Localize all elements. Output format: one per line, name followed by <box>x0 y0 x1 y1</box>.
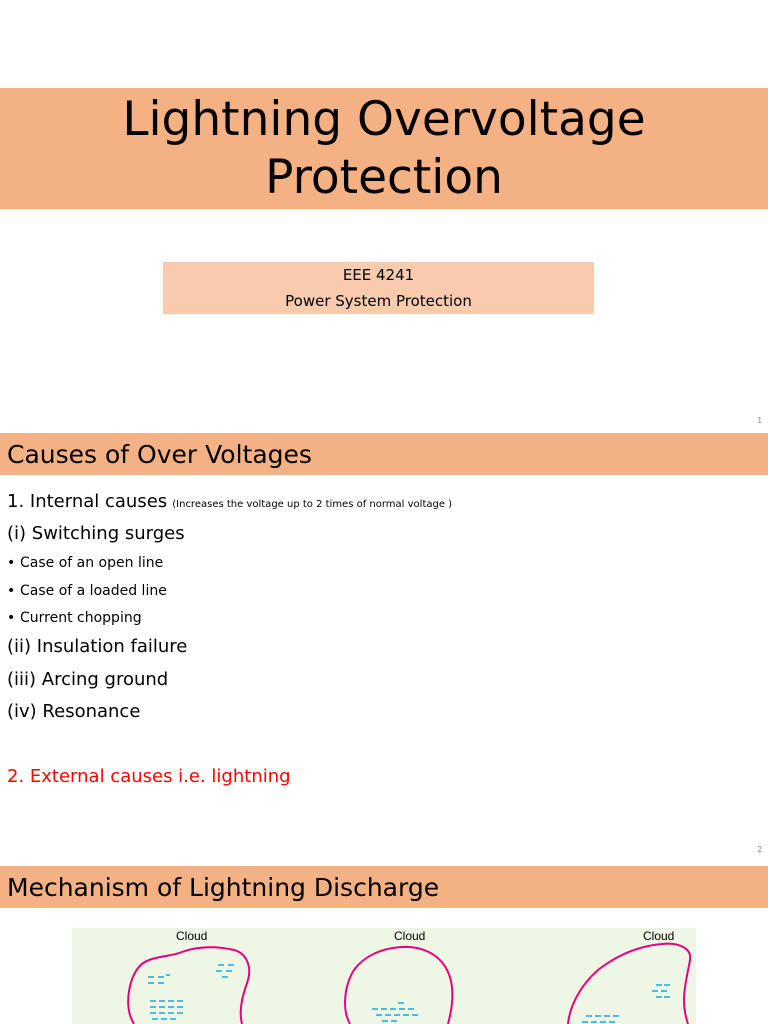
internal-causes-label: 1. Internal causes <box>7 491 168 512</box>
cloud-outline <box>128 947 249 1024</box>
external-causes: 2. External causes i.e. lightning <box>7 766 291 787</box>
internal-causes-line <box>7 491 452 512</box>
slide-heading: Causes of Over Voltages <box>7 439 312 469</box>
charge-marks <box>148 965 234 1019</box>
list-item <box>7 555 163 571</box>
list-item <box>7 610 142 626</box>
list-item <box>7 583 167 599</box>
slide-title <box>0 88 768 209</box>
mechanism-slide <box>0 864 768 1024</box>
bullet-marker: • <box>7 583 16 599</box>
cloud-label: Cloud <box>394 929 426 943</box>
bullet-marker: • <box>7 555 16 571</box>
title-slide <box>0 0 768 431</box>
arcing-ground: (iii) Arcing ground <box>7 669 169 690</box>
cloud-outline <box>345 947 452 1024</box>
bullet-marker: • <box>7 610 16 626</box>
causes-slide <box>0 431 768 864</box>
course-info-box <box>163 262 594 314</box>
cloud-label: Cloud <box>176 929 208 943</box>
list-item-text: Current chopping <box>20 610 142 626</box>
resonance: (iv) Resonance <box>7 701 141 722</box>
list-item-text: Case of a loaded line <box>20 583 167 599</box>
insulation-failure: (ii) Insulation failure <box>7 636 188 657</box>
course-code: EEE 4241 <box>342 266 415 284</box>
course-name: Power System Protection <box>285 292 472 310</box>
charge-marks <box>582 985 670 1022</box>
title-line-2: Protection <box>265 149 503 205</box>
internal-causes-note: (Increases the voltage up to 2 times of normal voltage ) <box>172 499 453 510</box>
cloud-outline <box>568 944 690 1024</box>
list-item-text: Case of an open line <box>20 555 164 571</box>
title-line-1: Lightning Overvoltage <box>122 91 646 147</box>
page-number: 2 <box>757 845 762 854</box>
slide-heading: Mechanism of Lightning Discharge <box>7 872 440 902</box>
charge-marks <box>372 1003 418 1021</box>
clouds-drawing <box>72 928 696 1024</box>
lightning-diagram <box>72 928 696 1024</box>
cloud-label: Cloud <box>643 929 675 943</box>
page-number: 1 <box>757 416 762 425</box>
switching-surges: (i) Switching surges <box>7 523 185 544</box>
